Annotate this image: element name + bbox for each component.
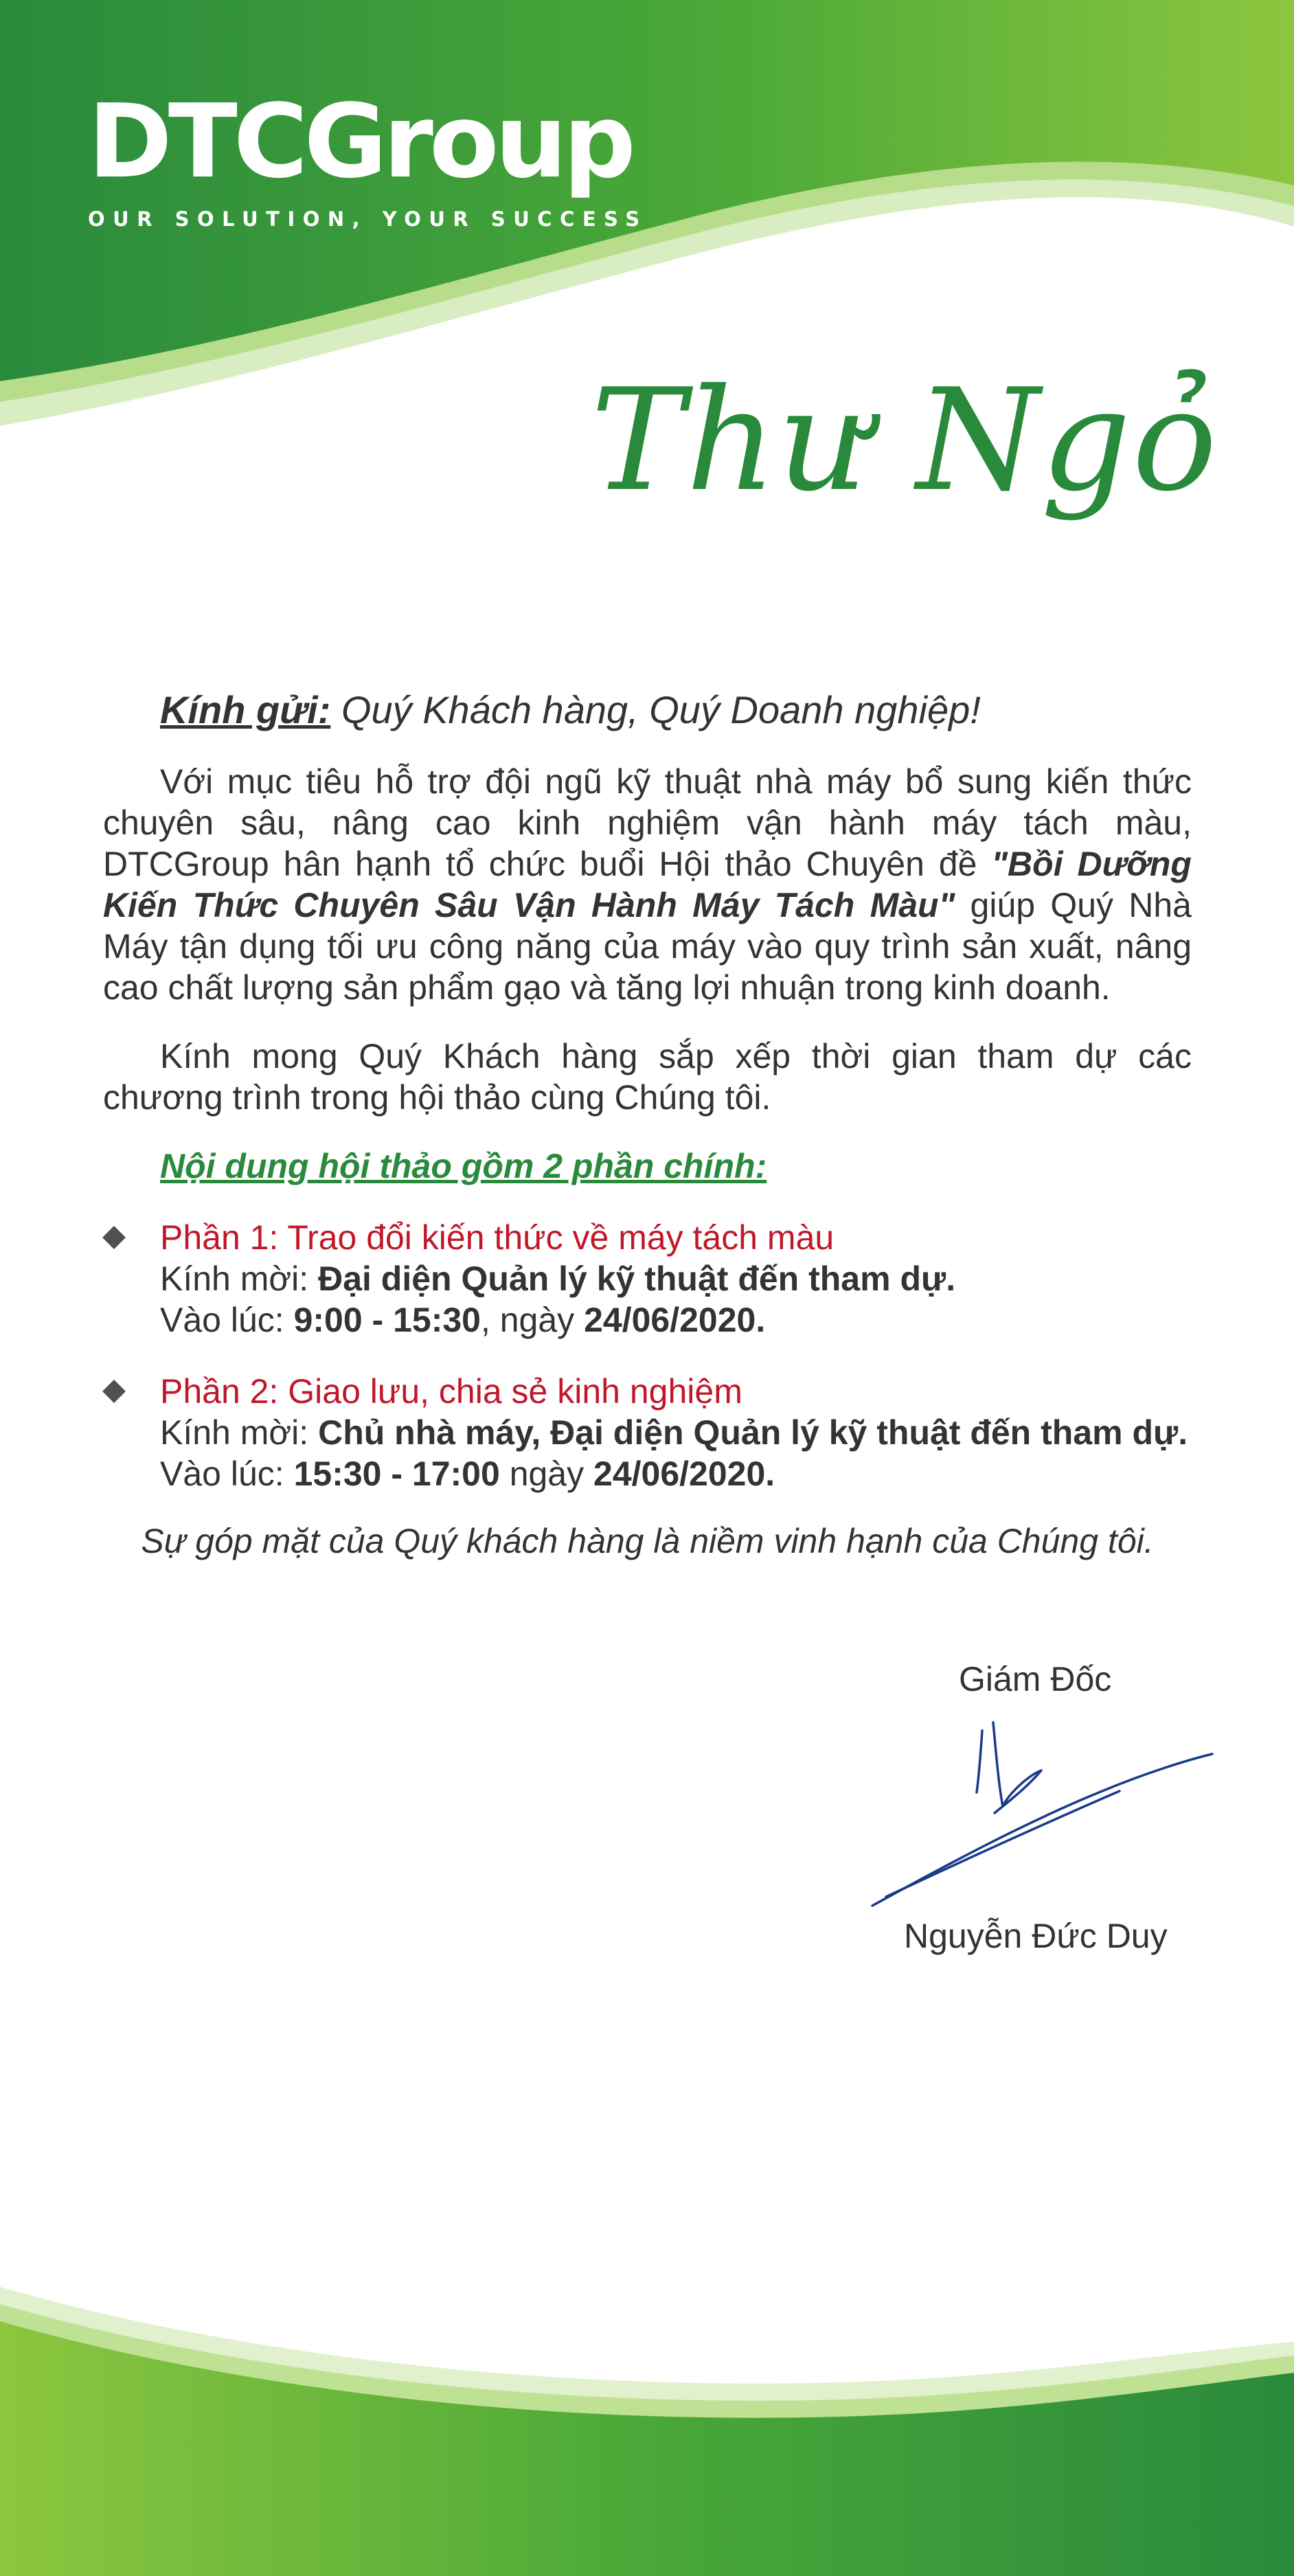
logo-wordmark: DTCGroup: [88, 82, 632, 201]
signatory-name: Nguyễn Đức Duy: [904, 1917, 1168, 1955]
part-title: Phần 2: Giao lưu, chia sẻ kinh nghiệm: [160, 1372, 742, 1411]
part-invitees: [160, 1258, 1192, 1299]
intro-paragraph: [103, 761, 1192, 1008]
closing-line: Sự góp mặt của Quý khách hàng là niềm vinh hạnh của Chúng tôi.: [141, 1522, 1154, 1560]
logo-tagline: OUR SOLUTION, YOUR SUCCESS: [88, 207, 648, 231]
footer-wave-background: [0, 2266, 1294, 2576]
time-value: 15:30 - 17:00: [293, 1455, 500, 1493]
invitation-paragraph: Kính mong Quý Khách hàng sắp xếp thời gian tham dự các chương trình trong hội thảo cùng Chúng tôi.: [103, 1037, 1192, 1117]
agenda-part-2: [103, 1371, 1192, 1494]
intro-text-start: Với mục tiêu hỗ trợ đội ngũ kỹ thuật nhà máy bổ sung kiến thức chuyên sâu, nâng cao kinh nghiệm vận hành máy tách màu, DTCGroup hân hạnh tổ chức buổi Hội thảo Chuyên đề: [103, 762, 1192, 883]
invitees-value: Chủ nhà máy, Đại diện Quản lý kỹ thuật đến tham dự.: [318, 1413, 1188, 1452]
greeting: [103, 687, 1192, 733]
invite-label: Kính mời:: [160, 1259, 309, 1298]
part-invitees: [160, 1412, 1192, 1453]
handwritten-signature: [859, 1710, 1216, 1916]
invitees-value: Đại diện Quản lý kỹ thuật đến tham dự.: [318, 1259, 956, 1298]
time-label: Vào lúc:: [160, 1301, 284, 1339]
signatory-title: Giám Đốc: [959, 1660, 1112, 1698]
date-separator: ngày: [509, 1455, 584, 1493]
agenda-heading: Nội dung hội thảo gồm 2 phần chính:: [160, 1147, 767, 1185]
date-value: 24/06/2020.: [584, 1301, 766, 1339]
time-value: 9:00 - 15:30: [293, 1301, 481, 1339]
diamond-bullet-icon: [102, 1226, 126, 1249]
part-title: Phần 1: Trao đổi kiến thức về máy tách màu: [160, 1218, 835, 1257]
letter-title: Thư Ngỏ: [591, 359, 1218, 523]
part-time: [160, 1299, 1192, 1341]
invite-label: Kính mời:: [160, 1413, 309, 1452]
letter-body: [103, 687, 1192, 1562]
agenda-part-1: [103, 1217, 1192, 1341]
greeting-label: Kính gửi:: [160, 688, 331, 731]
greeting-recipient: Quý Khách hàng, Quý Doanh nghiệp!: [341, 688, 981, 731]
part-time: [160, 1453, 1192, 1494]
intro-text-end: giúp Quý Nhà Máy tận dụng tối ưu công năng của máy vào quy trình sản xuất, nâng cao chất lượng sản phẩm gạo và tăng lợi nhuận trong kinh doanh.: [103, 886, 1192, 1007]
date-separator: , ngày: [480, 1301, 575, 1339]
diamond-bullet-icon: [102, 1380, 126, 1403]
company-logo: [88, 82, 648, 231]
seminar-topic: "Bồi Dưỡng Kiến Thức Chuyên Sâu Vận Hành Máy Tách Màu": [103, 845, 1192, 924]
time-label: Vào lúc:: [160, 1455, 284, 1493]
date-value: 24/06/2020.: [593, 1455, 775, 1493]
